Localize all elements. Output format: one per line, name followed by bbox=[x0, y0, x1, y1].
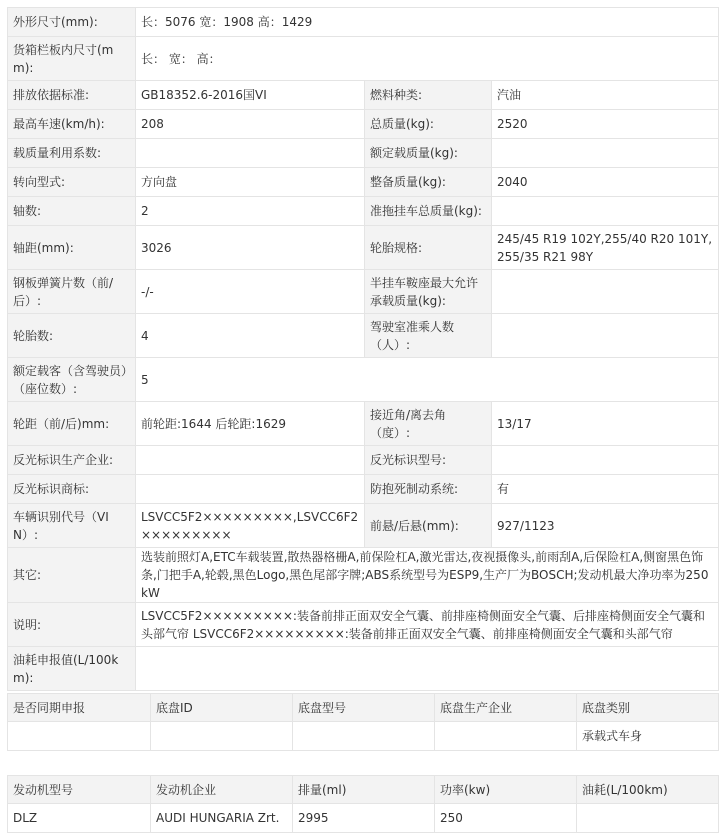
spec-row-reflect-maker bbox=[8, 446, 719, 475]
cargo-label: 货箱栏板内尺寸(mm): bbox=[8, 37, 136, 81]
speed-label: 最高车速(km/h): bbox=[8, 110, 136, 139]
other-label: 其它: bbox=[8, 548, 136, 603]
load-util-value bbox=[136, 139, 365, 168]
chassis-cell bbox=[435, 722, 577, 751]
engine-cell bbox=[577, 804, 719, 833]
dims-value: 长：5076 宽：1908 高：1429 bbox=[136, 8, 719, 37]
spec-row-speed bbox=[8, 110, 719, 139]
track-label: 轮距（前/后)mm: bbox=[8, 402, 136, 446]
angle-value: 13/17 bbox=[492, 402, 719, 446]
rated-load-value bbox=[492, 139, 719, 168]
rated-load-label: 额定载质量(kg): bbox=[365, 139, 492, 168]
spec-row-steering bbox=[8, 168, 719, 197]
curb-mass-value: 2040 bbox=[492, 168, 719, 197]
chassis-cell bbox=[151, 722, 293, 751]
spec-row-other bbox=[8, 548, 719, 603]
saddle-value bbox=[492, 270, 719, 314]
chassis-table bbox=[7, 693, 719, 751]
seats-value: 5 bbox=[136, 358, 719, 402]
fuel-consumption-value bbox=[136, 647, 719, 691]
spec-row-note bbox=[8, 603, 719, 647]
trailer-mass-label: 准拖挂车总质量(kg): bbox=[365, 197, 492, 226]
saddle-label: 半挂车鞍座最大允许承载质量(kg): bbox=[365, 270, 492, 314]
tire-spec-value: 245/45 R19 102Y,255/40 R20 101Y,255/35 R21 98Y bbox=[492, 226, 719, 270]
steering-value: 方向盘 bbox=[136, 168, 365, 197]
abs-value: 有 bbox=[492, 475, 719, 504]
reflect-maker-value bbox=[136, 446, 365, 475]
spec-row-spring bbox=[8, 270, 719, 314]
spec-row-track bbox=[8, 402, 719, 446]
cab-passengers-value bbox=[492, 314, 719, 358]
chassis-header-cell: 底盘类别 bbox=[577, 694, 719, 722]
total-mass-value: 2520 bbox=[492, 110, 719, 139]
note-value: LSVCC5F2×××××××××:装备前排正面双安全气囊、前排座椅侧面安全气囊、后排座椅侧面安全气囊和头部气帘 LSVCC6F2×××××××××:装备前排正面双安全气囊、前排座椅侧面安全气囊和头部气帘 bbox=[136, 603, 719, 647]
reflect-brand-label: 反光标识商标: bbox=[8, 475, 136, 504]
wheelbase-value: 3026 bbox=[136, 226, 365, 270]
spring-label: 钢板弹簧片数（前/后）: bbox=[8, 270, 136, 314]
curb-mass-label: 整备质量(kg): bbox=[365, 168, 492, 197]
fuel-value: 汽油 bbox=[492, 81, 719, 110]
emission-value: GB18352.6-2016国VI bbox=[136, 81, 365, 110]
vin-value: LSVCC5F2×××××××××,LSVCC6F2××××××××× bbox=[136, 504, 365, 548]
abs-label: 防抱死制动系统: bbox=[365, 475, 492, 504]
spec-row-seats bbox=[8, 358, 719, 402]
engine-header-cell: 功率(kw) bbox=[435, 776, 577, 804]
chassis-header-cell: 底盘型号 bbox=[293, 694, 435, 722]
engine-cell: 250 bbox=[435, 804, 577, 833]
engine-cell: AUDI HUNGARIA Zrt. bbox=[151, 804, 293, 833]
cargo-value: 长： 宽： 高： bbox=[136, 37, 719, 81]
seats-label: 额定载客（含驾驶员）（座位数）: bbox=[8, 358, 136, 402]
steering-label: 转向型式: bbox=[8, 168, 136, 197]
vehicle-spec-table bbox=[7, 7, 719, 691]
chassis-header-cell: 是否同期申报 bbox=[8, 694, 151, 722]
spec-row-cargo bbox=[8, 37, 719, 81]
spec-row-axles bbox=[8, 197, 719, 226]
reflect-model-label: 反光标识型号: bbox=[365, 446, 492, 475]
tire-count-value: 4 bbox=[136, 314, 365, 358]
engine-header-row bbox=[8, 776, 719, 804]
engine-header-cell: 发动机企业 bbox=[151, 776, 293, 804]
other-value: 选装前照灯A,ETC车载装置,散热器格栅A,前保险杠A,激光雷达,夜视摄像头,前雨刮A,后保险杠A,侧窗黑色饰条,门把手A,轮毂,黑色Logo,黑色尾部字牌;ABS系统型号为ESP9,生产厂为BOSCH;发动机最大净功率为250kW bbox=[136, 548, 719, 603]
total-mass-label: 总质量(kg): bbox=[365, 110, 492, 139]
chassis-header-row bbox=[8, 694, 719, 722]
tire-spec-label: 轮胎规格: bbox=[365, 226, 492, 270]
chassis-header-cell: 底盘生产企业 bbox=[435, 694, 577, 722]
spec-row-reflect-brand bbox=[8, 475, 719, 504]
spec-row-emission bbox=[8, 81, 719, 110]
trailer-mass-value bbox=[492, 197, 719, 226]
emission-label: 排放依据标准: bbox=[8, 81, 136, 110]
fuel-consumption-label: 油耗申报值(L/100km): bbox=[8, 647, 136, 691]
spec-row-fuel-consumption bbox=[8, 647, 719, 691]
overhang-label: 前悬/后悬(mm): bbox=[365, 504, 492, 548]
reflect-brand-value bbox=[136, 475, 365, 504]
reflect-maker-label: 反光标识生产企业: bbox=[8, 446, 136, 475]
engine-header-cell: 发动机型号 bbox=[8, 776, 151, 804]
spec-row-dims bbox=[8, 8, 719, 37]
spec-row-tire-count bbox=[8, 314, 719, 358]
chassis-cell bbox=[8, 722, 151, 751]
spec-row-load-util bbox=[8, 139, 719, 168]
spec-row-wheelbase bbox=[8, 226, 719, 270]
axles-value: 2 bbox=[136, 197, 365, 226]
engine-cell: 2995 bbox=[293, 804, 435, 833]
speed-value: 208 bbox=[136, 110, 365, 139]
engine-data-row bbox=[8, 804, 719, 833]
axles-label: 轴数: bbox=[8, 197, 136, 226]
angle-label: 接近角/离去角（度）: bbox=[365, 402, 492, 446]
track-value: 前轮距:1644 后轮距:1629 bbox=[136, 402, 365, 446]
dims-label: 外形尺寸(mm): bbox=[8, 8, 136, 37]
spring-value: -/- bbox=[136, 270, 365, 314]
tire-count-label: 轮胎数: bbox=[8, 314, 136, 358]
vin-label: 车辆识别代号（VIN）: bbox=[8, 504, 136, 548]
chassis-data-row bbox=[8, 722, 719, 751]
engine-header-cell: 油耗(L/100km) bbox=[577, 776, 719, 804]
engine-cell: DLZ bbox=[8, 804, 151, 833]
chassis-cell: 承载式车身 bbox=[577, 722, 719, 751]
fuel-label: 燃料种类: bbox=[365, 81, 492, 110]
cab-passengers-label: 驾驶室准乘人数（人）: bbox=[365, 314, 492, 358]
overhang-value: 927/1123 bbox=[492, 504, 719, 548]
spec-row-vin bbox=[8, 504, 719, 548]
wheelbase-label: 轴距(mm): bbox=[8, 226, 136, 270]
chassis-cell bbox=[293, 722, 435, 751]
engine-table bbox=[7, 775, 719, 833]
load-util-label: 载质量利用系数: bbox=[8, 139, 136, 168]
chassis-header-cell: 底盘ID bbox=[151, 694, 293, 722]
note-label: 说明: bbox=[8, 603, 136, 647]
engine-header-cell: 排量(ml) bbox=[293, 776, 435, 804]
reflect-model-value bbox=[492, 446, 719, 475]
